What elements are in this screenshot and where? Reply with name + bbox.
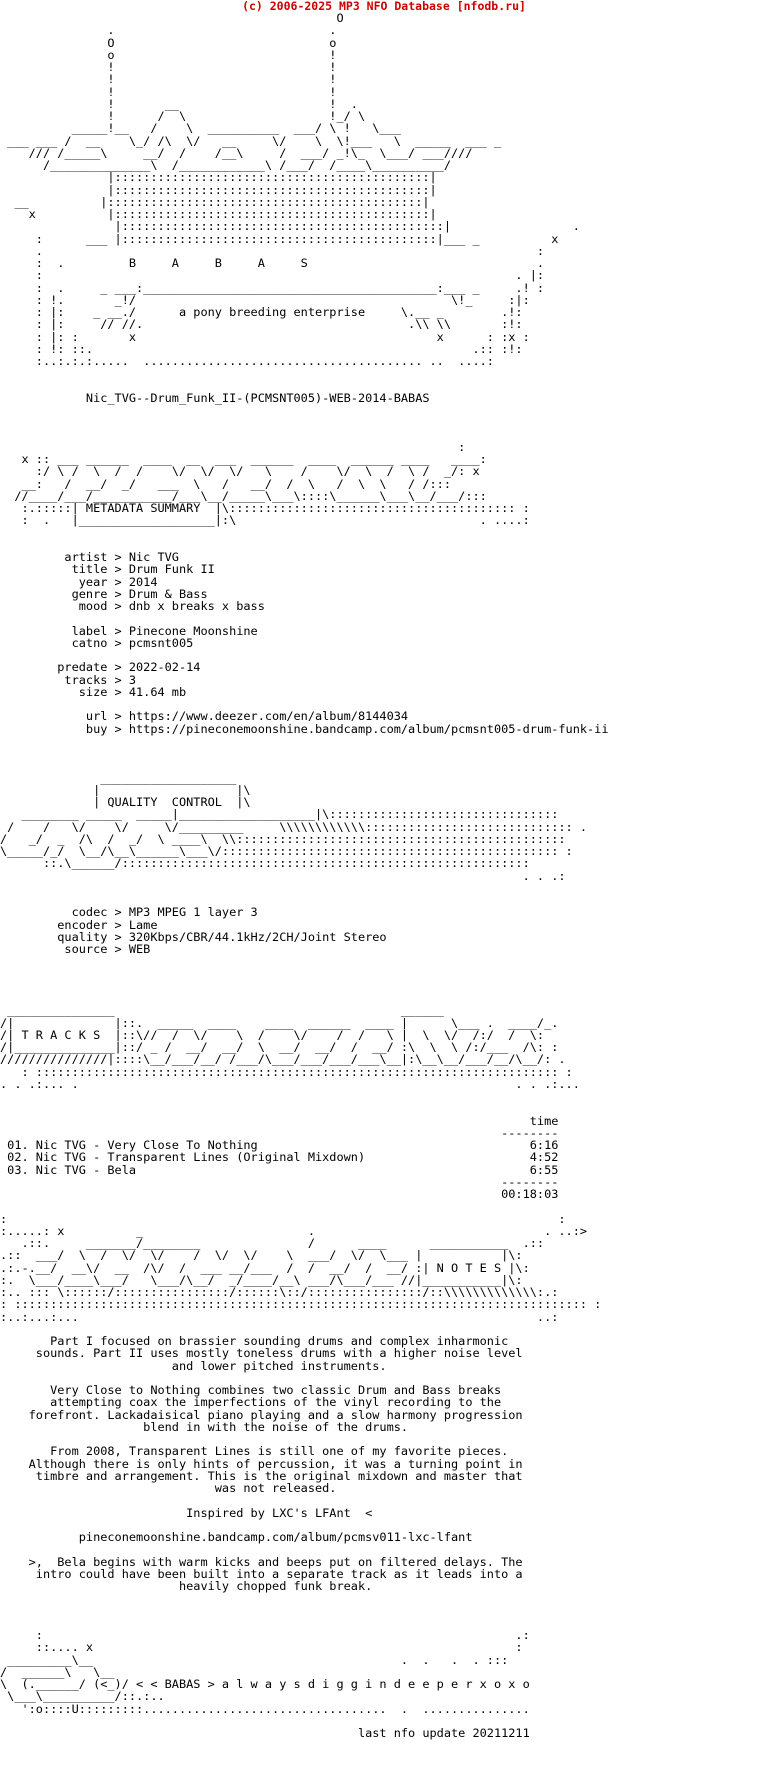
metadata-size: size > 41.64 mb: [0, 684, 187, 699]
ascii-art-line: ! !: [0, 60, 337, 74]
ascii-art-line: :.:::::| METADATA SUMMARY |\:::::::::::::::::::::::::::::::::::::::: :: [0, 501, 530, 515]
ascii-art-line: : . |:: [0, 268, 545, 283]
ascii-art-line: :..:...:... ..:: [0, 1309, 559, 1324]
metadata-title: title > Drum Funk II: [0, 562, 215, 577]
ascii-art-line: [0, 429, 609, 441]
metadata-year: year > 2014: [0, 574, 158, 589]
nfo-line: [0, 1090, 609, 1102]
total-time: 00:18:03: [0, 1187, 559, 1201]
ascii-art-line: |:::::::::::::::::::::::::::::::::::::::::::::| .: [0, 219, 580, 234]
ascii-art-line: [0, 416, 609, 428]
ascii-art-line: [0, 404, 609, 416]
track-2: 02. Nic TVG - Transparent Lines (Original Mixdown) 4:52: [0, 1150, 559, 1165]
ascii-art-line: : ___ |::::::::::::::::::::::::::::::::::::::::::::|___ _ x: [0, 231, 559, 246]
ascii-art-line: : . |___________________|:\ . ....:: [0, 513, 530, 528]
nfo-line: [0, 1494, 609, 1506]
ascii-art-line: _____!__ / \ __________ ___/ \ ! \___: [0, 121, 401, 136]
metadata-mood: mood > dnb x breaks x bass: [0, 599, 265, 613]
ascii-art-line: [0, 380, 609, 392]
ascii-art-line: ///////////////|::::\__/___/__/ /___/\___/___/___/___\__|:\__\__/___/__/\__/: .: [0, 1052, 566, 1067]
ascii-art-line: /|______________|::/ _ / __/ __/ \ __/ __/ / __/ :\ \ \ /:/___ /\: :: [0, 1040, 559, 1054]
ascii-art-line: \_____/_/ \__/\__\______\___\/::::::::::::::::::::::::::::::::::::::::::::::: :: [0, 844, 573, 858]
notes-paragraph-3: timbre and arrangement. This is the original mixdown and master that: [0, 1468, 523, 1483]
ascii-art-line: :..:.:.:..... ....................................... .. ....:: [0, 354, 494, 368]
time-header: time: [0, 1113, 559, 1128]
ascii-art-line: /______________\ /____________\ /___/ /____\__________/: [0, 158, 452, 172]
notes-paragraph-2: blend in with the noise of the drums.: [0, 1419, 409, 1434]
nfo-line: [0, 968, 609, 980]
nfo-line: [0, 1102, 609, 1114]
ascii-art-line: ! !: [0, 84, 337, 99]
ascii-art-line: _______________ ______: [0, 1003, 444, 1018]
nfo-line: [0, 1605, 609, 1617]
nfo-document: [0, 12, 609, 1739]
ascii-art-line: ! __ ! .: [0, 96, 358, 111]
ascii-art-line: __ |::::::::::::::::::::::::::::::::::::::::::::|: [0, 194, 430, 209]
ascii-art-line: : . _ ___:_________________________________________:___ _ .! :: [0, 280, 545, 295]
quality-codec: codec > MP3 MPEG 1 layer 3: [0, 905, 258, 920]
nfo-line: [0, 882, 609, 894]
metadata-label: label > Pinecone Moonshine: [0, 623, 258, 638]
notes-paragraph-2: Very Close to Nothing combines two classic Drum and Bass breaks: [0, 1383, 502, 1397]
footer-art-line: \___\__________/::.:..: [0, 1689, 165, 1704]
nfo-line: [0, 1200, 609, 1212]
metadata-predate: predate > 2022-02-14: [0, 660, 201, 675]
notes-paragraph-3: From 2008, Transparent Lines is still one of my favorite pieces.: [0, 1444, 509, 1459]
ascii-art-line: :.. ::: \::::::/::::::::::::::::/::::::\::/::::::::::::::::/::\\\\\\\\\\\\\:.:: [0, 1285, 559, 1299]
ascii-art-line: : |: _ __./ a pony breeding enterprise \.__ _ .!:: [0, 305, 523, 319]
track-1: 01. Nic TVG - Very Close To Nothing 6:16: [0, 1138, 559, 1152]
ascii-art-line: .::. _______/________ / ____ ___________ .::: [0, 1236, 545, 1250]
ascii-art-line: /// /_____\ __/ / /__\ / ___/ _!\_ \___/ ___////: [0, 145, 473, 160]
ascii-art-line: O o: [0, 35, 337, 50]
quality-quality: quality > 320Kbps/CBR/44.1kHz/2CH/Joint Stereo: [0, 929, 387, 944]
ascii-art-line: ___________________: [0, 770, 237, 785]
nfo-line: [0, 1543, 609, 1555]
last-update: last nfo update 20211211: [0, 1726, 530, 1740]
notes-paragraph-3: was not released.: [0, 1481, 337, 1495]
ascii-art-line: ___ ___ / __ \_/ /\ \/ __ \/ \ \!___ \ _____ ___ _: [0, 133, 502, 148]
notes-paragraph-3: Although there is only hints of percussion, it was a turning point in: [0, 1456, 523, 1471]
ascii-art-line: ! !: [0, 72, 337, 87]
ascii-art-line: / _/ _ /\ / _/ \ ____\ \\::::::::::::::::::::::::::::::::::::::::::::::: [0, 831, 566, 846]
site-header: (c) 2006-2025 MP3 NFO Database [nfodb.ru]: [242, 0, 526, 13]
ascii-art-line: | |\: [0, 782, 251, 797]
ascii-art-line: : :::::::::::::::::::::::::::::::::::::::::::::::::::::::::::::::::::::::::::::::: :: [0, 1297, 602, 1312]
metadata-url: url > https://www.deezer.com/en/album/8144034: [0, 709, 409, 724]
ascii-art-line: : ::::::::::::::::::::::::::::::::::::::::::::::::::::::::::::::::::::::::: :: [0, 1064, 573, 1079]
ascii-art-line: . . .:... . . . .:...: [0, 1076, 580, 1091]
ascii-art-line: / / \/ \/ \/_________ \\\\\\\\\\\\::::::::::::::::::::::::::::: .: [0, 819, 588, 834]
ascii-art-line: O: [0, 11, 344, 25]
ascii-art-line: x :: ___ ______ ____ __ ___ ______ ____ ______ ____ ____:: [0, 452, 487, 466]
ascii-art-line: . .: [0, 23, 337, 38]
nfo-line: [0, 527, 609, 539]
footer-art-line: / ______\ \__: [0, 1664, 115, 1679]
ascii-art-line: :.....: x _ . . ..:>: [0, 1223, 588, 1238]
footer-art-line: _________\__ . . . . :::: [0, 1652, 509, 1667]
ascii-art-line: | QUALITY CONTROL |\: [0, 795, 251, 809]
ascii-art-line: . . .:: [0, 868, 566, 883]
ascii-art-line: : |: // //. .\\ \\ :!:: [0, 317, 523, 332]
divider: --------: [0, 1125, 559, 1140]
nfo-line: [0, 735, 609, 747]
metadata-catno: catno > pcmsnt005: [0, 635, 194, 650]
ascii-art-line: /| |::. _____ ____ ____ ______ ____ | \___ . ____/_.: [0, 1015, 559, 1030]
ascii-art-line: |::::::::::::::::::::::::::::::::::::::::::::|: [0, 182, 437, 197]
ascii-art-line: [0, 367, 609, 379]
release-title: Nic_TVG--Drum_Funk_II-(PCMSNT005)-WEB-2014-BABAS: [0, 390, 430, 405]
ascii-art-line: ::.\______/:::::::::::::::::::::::::::::::::::::::::::::::::::::::::: [0, 856, 530, 871]
ascii-art-line: o !: [0, 47, 337, 62]
metadata-buy: buy > https://pineconemoonshine.bandcamp.com/album/pcmsnt005-drum-funk-ii: [0, 721, 609, 736]
nfo-line: [0, 955, 609, 967]
ascii-art-line: .:: ___/ \ / \/ \/ / \/ \/ \ ___/ \/ \___ | |\:: [0, 1248, 523, 1263]
notes-paragraph-2: forefront. Lackadaisical piano playing and a slow harmony progression: [0, 1407, 523, 1422]
ascii-art-line: : |: : x x : :x :: [0, 329, 530, 344]
nfo-line: [0, 980, 609, 992]
nfo-line: [0, 747, 609, 759]
ascii-art-line: . :: [0, 243, 545, 258]
quality-source: source > WEB: [0, 942, 151, 956]
ascii-art-line: x |::::::::::::::::::::::::::::::::::::::::::::|: [0, 207, 437, 221]
quality-encoder: encoder > Lame: [0, 917, 158, 932]
metadata-genre: genre > Drum & Bass: [0, 586, 208, 601]
track-3: 03. Nic TVG - Bela 6:55: [0, 1162, 559, 1177]
notes-paragraph-5: pineconemoonshine.bandcamp.com/album/pcmsv011-lxc-lfant: [0, 1530, 473, 1544]
nfo-line: [0, 612, 609, 624]
nfo-line: [0, 1592, 609, 1604]
ascii-art-line: ! / \ !_/ \: [0, 109, 366, 123]
notes-paragraph-6: intro could have been built into a separate track as it leads into a: [0, 1566, 523, 1581]
ascii-art-line: |::::::::::::::::::::::::::::::::::::::::::::|: [0, 170, 437, 185]
ascii-art-line: : . B A B A S .: [0, 256, 545, 270]
metadata-artist: artist > Nic TVG: [0, 550, 179, 564]
notes-paragraph-6: heavily chopped funk break.: [0, 1579, 373, 1593]
footer-art-line: ::.... x :: [0, 1640, 523, 1655]
ascii-art-line: :: [0, 439, 466, 454]
ascii-art-line: ________ _____ _____|___________________|\::::::::::::::::::::::::::::::::: [0, 807, 559, 822]
notes-paragraph-2: attempting coax the imperfections of the vinyl recording to the: [0, 1395, 502, 1410]
divider: --------: [0, 1174, 559, 1189]
notes-paragraph-1: sounds. Part II uses mostly toneless drums with a higher noise level: [0, 1346, 523, 1361]
notes-paragraph-1: Part I focused on brassier sounding drums and complex inharmonic: [0, 1334, 509, 1348]
metadata-tracks: tracks > 3: [0, 672, 137, 687]
ascii-art-line: : :: [0, 1211, 566, 1226]
ascii-art-line: __: / __/ _/ ___ \ / __/ / \ / \ \ / /:::: [0, 476, 452, 491]
ascii-art-line: :. \___/____\___/ \___/\__/ _/____/__\ ___/\___/___ //|___________|\:: [0, 1272, 523, 1287]
footer-art-line: ':o::::U:::::::::.................................. . ...............: [0, 1701, 530, 1716]
notes-paragraph-4: Inspired by LXC's LFAnt <: [0, 1505, 373, 1520]
footer-art-line: \ (.______/ (<_)/ < < BABAS > a l w a y s d i g g i n d e e p e r x o x o: [0, 1677, 530, 1691]
footer-art-line: : .:: [0, 1628, 530, 1642]
ascii-art-line: .:.-.__/ __\/ __ /\/ / ___ __/___ / / __/ / __/ :| N O T E S |\:: [0, 1260, 530, 1275]
ascii-art-line: [0, 759, 609, 771]
notes-paragraph-1: and lower pitched instruments.: [0, 1358, 387, 1373]
ascii-art-line: /| T R A C K S |::\// / \/ \ / \/ / / \ | \ \/ /:/ / \:: [0, 1027, 545, 1042]
ascii-art-line: : !. _!/ \!_ :|:: [0, 292, 530, 307]
ascii-art-line: :/ \ / \ / / \/ \/ \/ \ / \/ \ / \ / _/: x: [0, 464, 480, 479]
ascii-art-line: //____/___/___________/___\__/_____\___\::::\______\___\__/___/:::: [0, 488, 487, 503]
ascii-art-line: : !: ::. .:: :!:: [0, 341, 523, 356]
notes-paragraph-6: >, Bela begins with warm kicks and beeps put on filtered delays. The: [0, 1554, 523, 1569]
